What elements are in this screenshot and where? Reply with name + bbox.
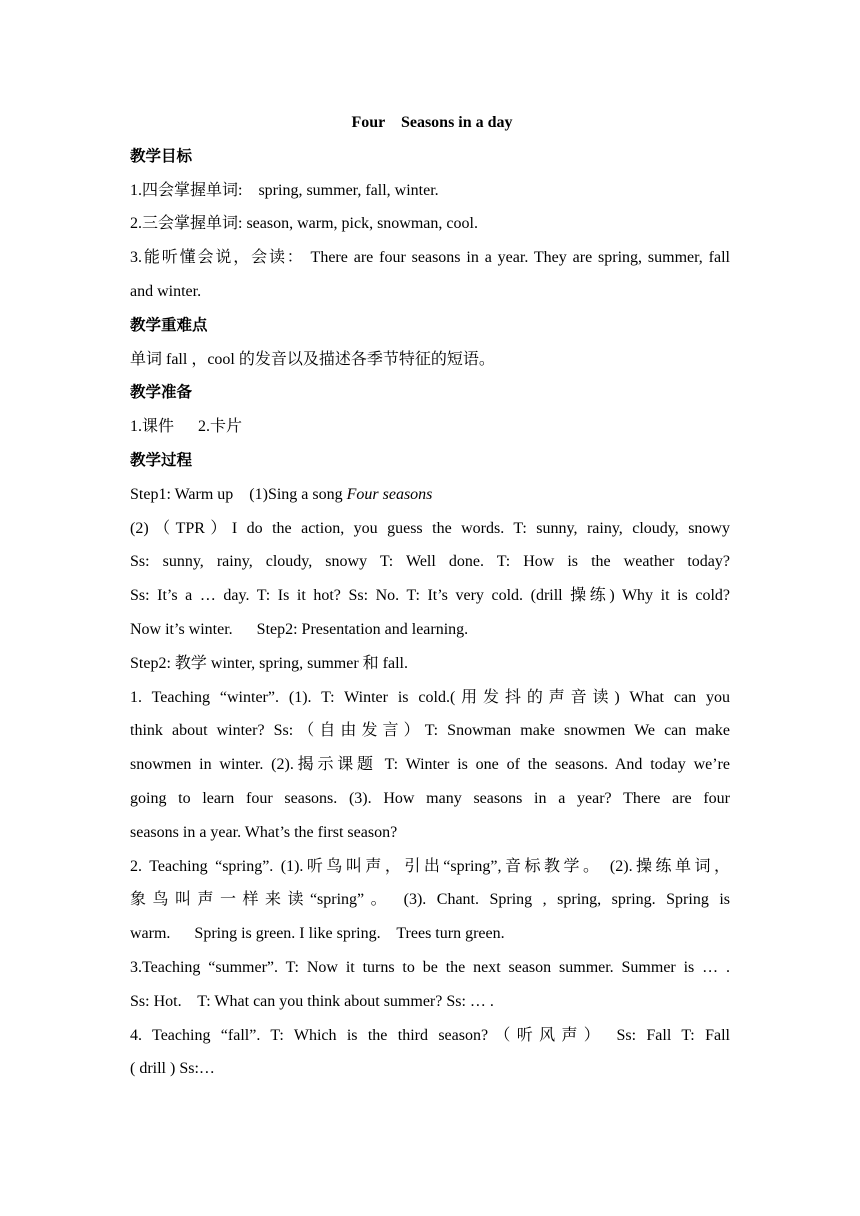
process-line: snowmen in winter. (2).揭示课题 T: Winter is one of the seasons. And today we’re <box>130 756 730 774</box>
process-line: seasons in a year. What’s the first season? <box>130 823 398 841</box>
key-points-heading: 教学重难点 <box>130 315 208 334</box>
objective-item-1: 1.四会掌握单词: spring, summer, fall, winter. <box>130 181 439 199</box>
objective-item-2: 2.三会掌握单词: season, warm, pick, snowman, cool. <box>130 215 478 233</box>
process-line: 4. Teaching “fall”. T: Which is the third season?（听风声） Ss: Fall T: Fall <box>130 1026 730 1044</box>
process-line: Ss: Hot. T: What can you think about summer? Ss: … . <box>130 992 494 1010</box>
process-line: think about winter? Ss:（自由发言）T: Snowman make snowmen We can make <box>130 722 730 740</box>
objective-item-3-line-2: and winter. <box>130 282 202 300</box>
preparation-text: 1.课件 2.卡片 <box>130 418 243 436</box>
process-line: Ss: It’s a … day. T: Is it hot? Ss: No. T: It’s very cold. (drill 操练) Why it is cold? <box>130 587 730 605</box>
process-line: Ss: sunny, rainy, cloudy, snowy T: Well done. T: How is the weather today? <box>130 553 730 571</box>
process-line: 象鸟叫声一样来读“spring”。 (3). Chant. Spring , spring, spring. Spring is <box>130 891 730 909</box>
process-line: 3.Teaching “summer”. T: Now it turns to be the next season summer. Summer is … . <box>130 958 730 976</box>
process-line: Step2: 教学 winter, spring, summer 和 fall. <box>130 654 408 672</box>
process-line: ( drill ) Ss:… <box>130 1060 215 1078</box>
process-line: 1. Teaching “winter”. (1). T: Winter is cold.(用发抖的声音读) What can you <box>130 688 730 706</box>
process-line: going to learn four seasons. (3). How many seasons in a year? There are four <box>130 789 730 807</box>
document-title: Four Seasons in a day <box>351 114 513 131</box>
process-step1-prefix: Step1: Warm up (1)Sing a song <box>130 485 347 503</box>
process-line: (2)（TPR）I do the action, you guess the words. T: sunny, rainy, cloudy, snowy <box>130 519 730 537</box>
process-heading: 教学过程 <box>130 450 193 469</box>
document-page <box>130 106 730 1086</box>
objective-item-3-line-1: 3.能听懂会说，会读： There are four seasons in a year. They are spring, summer, fall <box>130 249 730 267</box>
process-line: warm. Spring is green. I like spring. Trees turn green. <box>130 925 505 943</box>
process-step1 <box>130 478 730 512</box>
preparation-heading: 教学准备 <box>130 383 193 402</box>
song-title: Four seasons <box>346 485 433 503</box>
process-line: 2. Teaching “spring”. (1).听鸟叫声，引出“spring”,音标教学。 (2).操练单词， <box>130 857 730 875</box>
process-line: Now it’s winter. Step2: Presentation and learning. <box>130 620 469 638</box>
key-points-text: 单词 fall ，cool 的发音以及描述各季节特征的短语。 <box>130 350 495 368</box>
objectives-heading: 教学目标 <box>130 146 193 165</box>
